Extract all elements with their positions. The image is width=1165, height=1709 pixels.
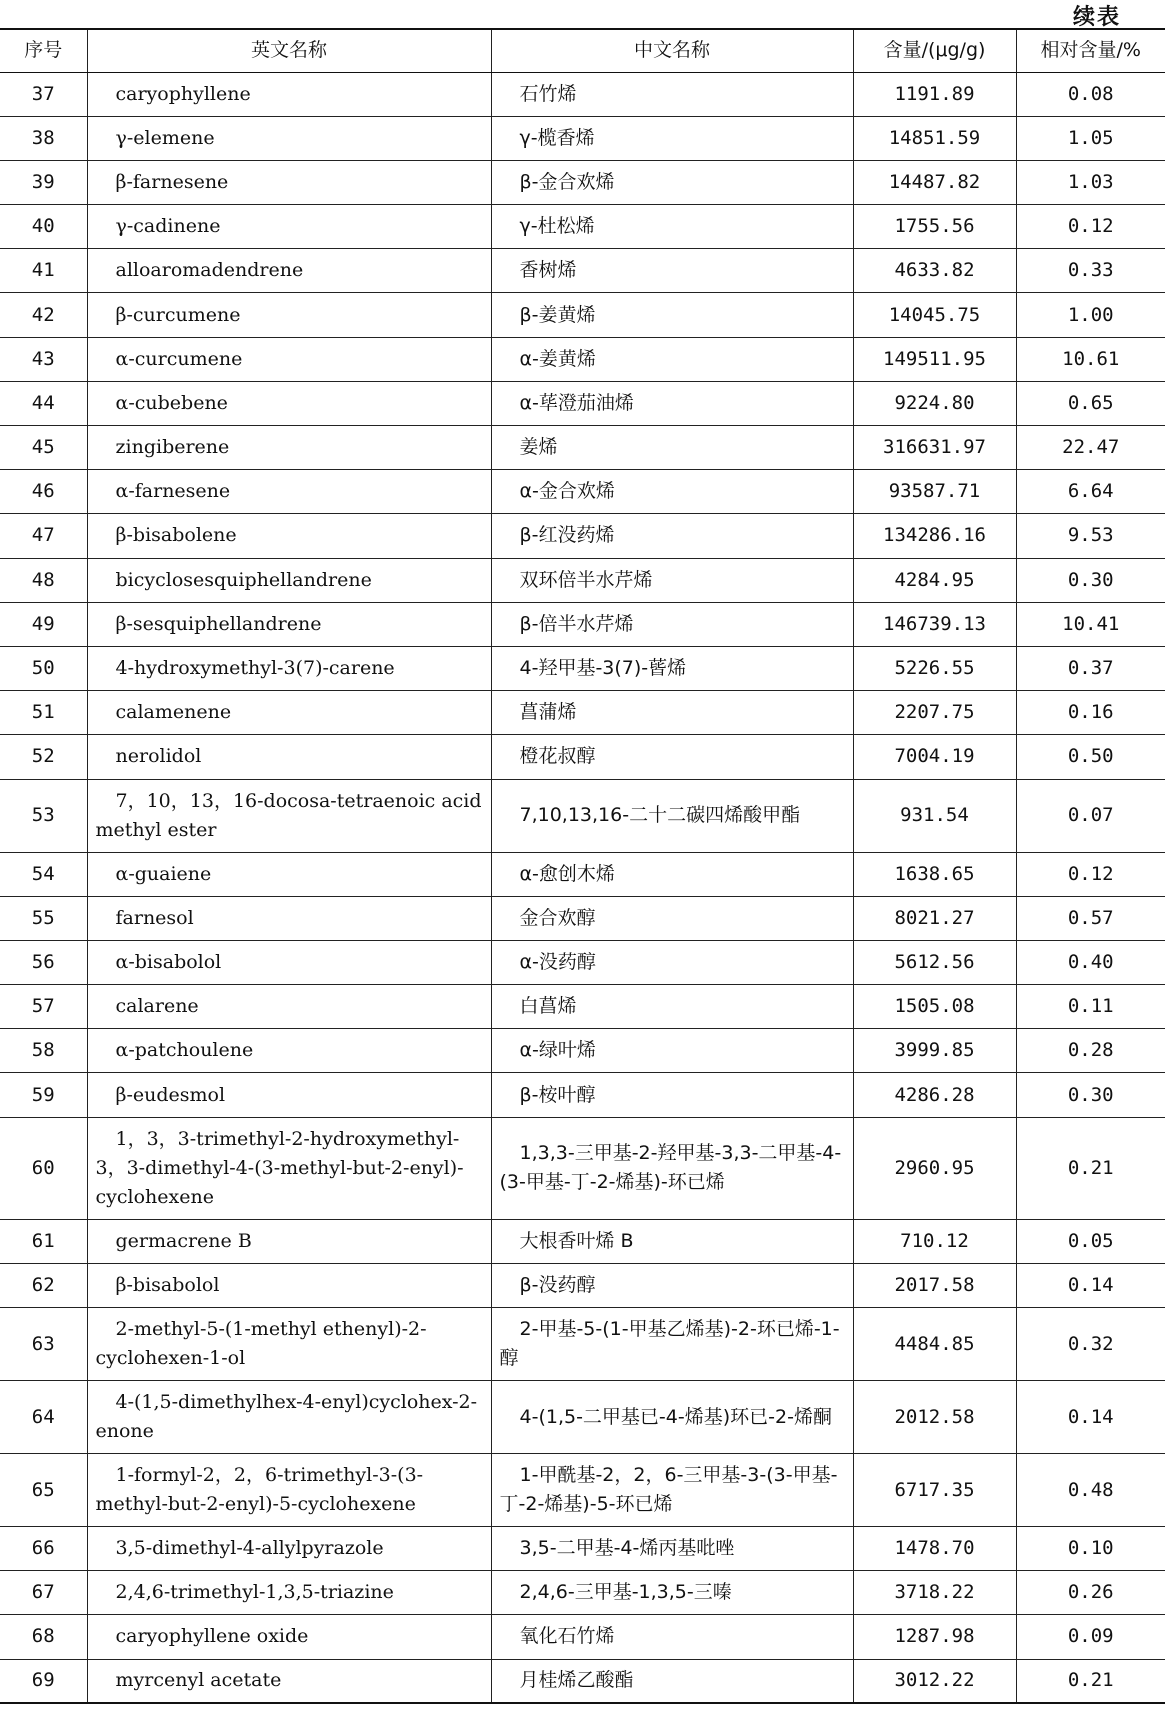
- cell-chinese-name-text: α-姜黄烯: [519, 347, 596, 370]
- cell-content: 710.12: [853, 1219, 1016, 1263]
- cell-english-name: [87, 381, 491, 425]
- cell-relative-content: 0.21: [1016, 1117, 1165, 1219]
- compound-table: [0, 28, 1165, 1704]
- cell-english-name-text: farnesol: [115, 906, 194, 929]
- cell-serial-number: 59: [0, 1073, 87, 1117]
- cell-chinese-name-text: β-红没药烯: [519, 524, 615, 547]
- cell-chinese-name-text: 2-甲基-5-(1-甲基乙烯基)-2-环已烯-1-醇: [499, 1318, 840, 1369]
- cell-content: 149511.95: [853, 337, 1016, 381]
- cell-serial-number: 44: [0, 381, 87, 425]
- cell-chinese-name: [491, 1073, 853, 1117]
- cell-content: 2017.58: [853, 1263, 1016, 1307]
- cell-chinese-name-text: 1-甲酰基-2，2，6-三甲基-3-(3-甲基-丁-2-烯基)-5-环已烯: [499, 1464, 838, 1515]
- cell-content: 8021.27: [853, 896, 1016, 940]
- cell-relative-content: 1.00: [1016, 293, 1165, 337]
- table-row: [0, 1308, 1165, 1381]
- cell-relative-content: 0.65: [1016, 381, 1165, 425]
- cell-serial-number: 69: [0, 1659, 87, 1703]
- cell-content: 14045.75: [853, 293, 1016, 337]
- cell-chinese-name-text: α-没药醇: [519, 950, 596, 973]
- table-body: [0, 72, 1165, 1703]
- table-row: [0, 293, 1165, 337]
- cell-english-name: [87, 735, 491, 779]
- cell-relative-content: 0.05: [1016, 1219, 1165, 1263]
- cell-serial-number: 68: [0, 1615, 87, 1659]
- cell-chinese-name: [491, 1219, 853, 1263]
- cell-english-name-text: 3,5-dimethyl-4-allylpyrazole: [115, 1537, 384, 1560]
- cell-english-name: [87, 1615, 491, 1659]
- cell-content: 316631.97: [853, 426, 1016, 470]
- cell-english-name: [87, 1073, 491, 1117]
- cell-english-name-text: 1-formyl-2，2，6-trimethyl-3-(3-methyl-but-2-enyl)-5-cyclohexene: [95, 1464, 424, 1515]
- cell-content: 2960.95: [853, 1117, 1016, 1219]
- cell-chinese-name: [491, 940, 853, 984]
- table-row: [0, 1117, 1165, 1219]
- cell-relative-content: 0.08: [1016, 72, 1165, 116]
- cell-chinese-name-text: α-绿叶烯: [519, 1039, 596, 1062]
- cell-chinese-name: [491, 205, 853, 249]
- cell-relative-content: 0.21: [1016, 1659, 1165, 1703]
- cell-relative-content: 10.41: [1016, 602, 1165, 646]
- cell-content: 3012.22: [853, 1659, 1016, 1703]
- cell-chinese-name-text: β-没药醇: [519, 1273, 596, 1296]
- cell-serial-number: 57: [0, 985, 87, 1029]
- cell-chinese-name: [491, 1029, 853, 1073]
- cell-chinese-name: [491, 116, 853, 160]
- cell-chinese-name: [491, 470, 853, 514]
- cell-english-name: [87, 646, 491, 690]
- cell-chinese-name-text: 4-羟甲基-3(7)-蒈烯: [519, 657, 687, 680]
- cell-chinese-name: [491, 381, 853, 425]
- cell-chinese-name: [491, 1615, 853, 1659]
- table-row: [0, 985, 1165, 1029]
- cell-relative-content: 0.12: [1016, 205, 1165, 249]
- table-row: [0, 779, 1165, 852]
- cell-chinese-name: [491, 779, 853, 852]
- cell-english-name: [87, 1381, 491, 1454]
- cell-chinese-name: [491, 1454, 853, 1527]
- cell-chinese-name: [491, 691, 853, 735]
- table-row: [0, 852, 1165, 896]
- cell-serial-number: 55: [0, 896, 87, 940]
- cell-chinese-name-text: β-姜黄烯: [519, 303, 596, 326]
- cell-chinese-name: [491, 1571, 853, 1615]
- cell-serial-number: 60: [0, 1117, 87, 1219]
- cell-serial-number: 61: [0, 1219, 87, 1263]
- cell-relative-content: 0.14: [1016, 1263, 1165, 1307]
- cell-serial-number: 42: [0, 293, 87, 337]
- cell-content: 931.54: [853, 779, 1016, 852]
- table-row: [0, 160, 1165, 204]
- cell-chinese-name: [491, 1381, 853, 1454]
- cell-relative-content: 0.16: [1016, 691, 1165, 735]
- cell-english-name-text: β-farnesene: [115, 170, 229, 193]
- table-row: [0, 1571, 1165, 1615]
- cell-english-name-text: γ-cadinene: [115, 215, 221, 238]
- cell-english-name: [87, 116, 491, 160]
- cell-chinese-name: [491, 160, 853, 204]
- cell-english-name-text: α-patchoulene: [115, 1039, 254, 1062]
- cell-english-name-text: α-curcumene: [115, 347, 243, 370]
- cell-chinese-name-text: β-桉叶醇: [519, 1083, 596, 1106]
- cell-chinese-name-text: 香树烯: [519, 259, 577, 282]
- cell-serial-number: 38: [0, 116, 87, 160]
- cell-english-name-text: α-bisabolol: [115, 950, 222, 973]
- cell-english-name: [87, 852, 491, 896]
- cell-content: 7004.19: [853, 735, 1016, 779]
- cell-chinese-name-text: γ-杜松烯: [519, 215, 595, 238]
- cell-relative-content: 0.11: [1016, 985, 1165, 1029]
- cell-content: 4484.85: [853, 1308, 1016, 1381]
- cell-serial-number: 45: [0, 426, 87, 470]
- cell-relative-content: 0.26: [1016, 1571, 1165, 1615]
- cell-relative-content: 0.09: [1016, 1615, 1165, 1659]
- table-row: [0, 646, 1165, 690]
- cell-english-name-text: β-eudesmol: [115, 1083, 226, 1106]
- cell-relative-content: 0.32: [1016, 1308, 1165, 1381]
- table-row: [0, 1073, 1165, 1117]
- cell-chinese-name: [491, 602, 853, 646]
- cell-content: 3999.85: [853, 1029, 1016, 1073]
- table-row: [0, 735, 1165, 779]
- table-row: [0, 470, 1165, 514]
- cell-english-name-text: 4-hydroxymethyl-3(7)-carene: [115, 657, 395, 680]
- cell-content: 1478.70: [853, 1527, 1016, 1571]
- cell-content: 9224.80: [853, 381, 1016, 425]
- cell-relative-content: 9.53: [1016, 514, 1165, 558]
- cell-content: 93587.71: [853, 470, 1016, 514]
- cell-chinese-name: [491, 852, 853, 896]
- cell-chinese-name-text: 2,4,6-三甲基-1,3,5-三嗪: [519, 1581, 732, 1604]
- cell-chinese-name-text: 姜烯: [519, 436, 558, 459]
- cell-english-name: [87, 779, 491, 852]
- cell-relative-content: 0.37: [1016, 646, 1165, 690]
- table-row: [0, 205, 1165, 249]
- cell-chinese-name-text: α-愈创木烯: [519, 862, 615, 885]
- cell-serial-number: 58: [0, 1029, 87, 1073]
- cell-english-name-text: α-guaiene: [115, 862, 212, 885]
- table-row: [0, 1381, 1165, 1454]
- table-row: [0, 72, 1165, 116]
- cell-english-name: [87, 1659, 491, 1703]
- cell-content: 2207.75: [853, 691, 1016, 735]
- continued-table-label: 续表: [1072, 4, 1121, 30]
- cell-relative-content: 1.05: [1016, 116, 1165, 160]
- cell-serial-number: 50: [0, 646, 87, 690]
- cell-chinese-name: [491, 646, 853, 690]
- cell-content: 3718.22: [853, 1571, 1016, 1615]
- header-chinese-name: 中文名称: [491, 29, 853, 72]
- cell-serial-number: 53: [0, 779, 87, 852]
- cell-english-name: [87, 1117, 491, 1219]
- cell-serial-number: 41: [0, 249, 87, 293]
- cell-chinese-name: [491, 426, 853, 470]
- cell-english-name: [87, 1571, 491, 1615]
- table-header-row: [0, 29, 1165, 72]
- cell-serial-number: 66: [0, 1527, 87, 1571]
- cell-content: 5226.55: [853, 646, 1016, 690]
- cell-chinese-name-text: 金合欢醇: [519, 906, 596, 929]
- table-row: [0, 1615, 1165, 1659]
- cell-chinese-name: [491, 72, 853, 116]
- table-row: [0, 940, 1165, 984]
- cell-chinese-name-text: β-金合欢烯: [519, 170, 615, 193]
- cell-english-name: [87, 985, 491, 1029]
- cell-chinese-name-text: γ-榄香烯: [519, 126, 595, 149]
- cell-relative-content: 0.30: [1016, 558, 1165, 602]
- cell-english-name-text: calarene: [115, 995, 199, 1018]
- cell-serial-number: 64: [0, 1381, 87, 1454]
- cell-english-name: [87, 940, 491, 984]
- cell-english-name-text: germacrene B: [115, 1229, 252, 1252]
- cell-serial-number: 52: [0, 735, 87, 779]
- table-row: [0, 514, 1165, 558]
- cell-english-name: [87, 249, 491, 293]
- cell-serial-number: 63: [0, 1308, 87, 1381]
- table-row: [0, 896, 1165, 940]
- cell-content: 2012.58: [853, 1381, 1016, 1454]
- cell-english-name-text: β-bisabolol: [115, 1273, 220, 1296]
- table-row: [0, 337, 1165, 381]
- cell-english-name-text: β-curcumene: [115, 303, 241, 326]
- cell-chinese-name-text: 大根香叶烯 B: [519, 1229, 634, 1252]
- cell-serial-number: 62: [0, 1263, 87, 1307]
- cell-english-name-text: 7，10，13，16-docosa-tetraenoic acid methyl ester: [95, 789, 482, 841]
- cell-english-name: [87, 426, 491, 470]
- cell-english-name-text: α-cubebene: [115, 391, 228, 414]
- cell-chinese-name: [491, 558, 853, 602]
- table-row: [0, 426, 1165, 470]
- table-row: [0, 691, 1165, 735]
- cell-relative-content: 0.57: [1016, 896, 1165, 940]
- cell-relative-content: 0.10: [1016, 1527, 1165, 1571]
- cell-relative-content: 0.30: [1016, 1073, 1165, 1117]
- cell-english-name: [87, 160, 491, 204]
- cell-serial-number: 65: [0, 1454, 87, 1527]
- cell-relative-content: 0.33: [1016, 249, 1165, 293]
- cell-content: 1505.08: [853, 985, 1016, 1029]
- cell-english-name: [87, 558, 491, 602]
- cell-english-name: [87, 1029, 491, 1073]
- cell-chinese-name: [491, 1263, 853, 1307]
- table-row: [0, 558, 1165, 602]
- cell-chinese-name: [491, 985, 853, 1029]
- cell-content: 146739.13: [853, 602, 1016, 646]
- cell-chinese-name-text: 石竹烯: [519, 82, 577, 105]
- cell-english-name-text: γ-elemene: [115, 126, 215, 149]
- cell-chinese-name: [491, 337, 853, 381]
- cell-chinese-name-text: α-金合欢烯: [519, 480, 615, 503]
- cell-english-name: [87, 1263, 491, 1307]
- cell-chinese-name: [491, 293, 853, 337]
- cell-chinese-name-text: 白菖烯: [519, 995, 577, 1018]
- header-english-name: 英文名称: [87, 29, 491, 72]
- cell-english-name-text: alloaromadendrene: [115, 259, 304, 282]
- cell-relative-content: 0.28: [1016, 1029, 1165, 1073]
- header-relative-content: 相对含量/%: [1016, 29, 1165, 72]
- cell-content: 4286.28: [853, 1073, 1016, 1117]
- cell-serial-number: 67: [0, 1571, 87, 1615]
- cell-chinese-name: [491, 1659, 853, 1703]
- table-row: [0, 602, 1165, 646]
- cell-relative-content: 10.61: [1016, 337, 1165, 381]
- cell-chinese-name-text: 3,5-二甲基-4-烯丙基吡唑: [519, 1537, 735, 1560]
- cell-relative-content: 0.07: [1016, 779, 1165, 852]
- cell-english-name-text: calamenene: [115, 701, 232, 724]
- table-row: [0, 1659, 1165, 1703]
- cell-english-name: [87, 205, 491, 249]
- cell-serial-number: 40: [0, 205, 87, 249]
- cell-content: 5612.56: [853, 940, 1016, 984]
- cell-relative-content: 6.64: [1016, 470, 1165, 514]
- cell-relative-content: 0.12: [1016, 852, 1165, 896]
- cell-serial-number: 39: [0, 160, 87, 204]
- cell-english-name: [87, 691, 491, 735]
- table-row: [0, 249, 1165, 293]
- cell-english-name-text: nerolidol: [115, 745, 202, 768]
- cell-english-name: [87, 1454, 491, 1527]
- cell-english-name: [87, 1527, 491, 1571]
- cell-content: 1638.65: [853, 852, 1016, 896]
- cell-serial-number: 56: [0, 940, 87, 984]
- cell-english-name-text: α-farnesene: [115, 480, 231, 503]
- cell-content: 4633.82: [853, 249, 1016, 293]
- cell-relative-content: 1.03: [1016, 160, 1165, 204]
- cell-english-name: [87, 337, 491, 381]
- cell-serial-number: 48: [0, 558, 87, 602]
- cell-chinese-name-text: 双环倍半水芹烯: [519, 568, 653, 591]
- cell-english-name: [87, 470, 491, 514]
- cell-chinese-name: [491, 896, 853, 940]
- table-row: [0, 1454, 1165, 1527]
- cell-english-name-text: β-sesquiphellandrene: [115, 612, 322, 635]
- cell-serial-number: 49: [0, 602, 87, 646]
- cell-relative-content: 0.48: [1016, 1454, 1165, 1527]
- cell-chinese-name: [491, 1527, 853, 1571]
- cell-english-name-text: 1，3，3-trimethyl-2-hydroxymethyl-3，3-dimethyl-4-(3-methyl-but-2-enyl)-cyclohexene: [95, 1127, 464, 1208]
- cell-english-name: [87, 72, 491, 116]
- cell-english-name-text: caryophyllene oxide: [115, 1625, 309, 1648]
- cell-english-name-text: zingiberene: [115, 436, 230, 459]
- cell-serial-number: 43: [0, 337, 87, 381]
- cell-content: 14487.82: [853, 160, 1016, 204]
- cell-chinese-name-text: 月桂烯乙酸酯: [519, 1669, 634, 1692]
- cell-english-name: [87, 514, 491, 558]
- cell-content: 134286.16: [853, 514, 1016, 558]
- table-row: [0, 116, 1165, 160]
- cell-english-name-text: 2-methyl-5-(1-methyl ethenyl)-2-cyclohexen-1-ol: [95, 1318, 427, 1369]
- cell-serial-number: 47: [0, 514, 87, 558]
- cell-english-name-text: bicyclosesquiphellandrene: [115, 568, 372, 591]
- cell-serial-number: 54: [0, 852, 87, 896]
- cell-content: 14851.59: [853, 116, 1016, 160]
- cell-serial-number: 37: [0, 72, 87, 116]
- cell-content: 6717.35: [853, 1454, 1016, 1527]
- table-row: [0, 1527, 1165, 1571]
- cell-serial-number: 51: [0, 691, 87, 735]
- cell-english-name: [87, 896, 491, 940]
- cell-chinese-name-text: β-倍半水芹烯: [519, 612, 634, 635]
- header-serial-number: 序号: [0, 29, 87, 72]
- cell-english-name: [87, 1308, 491, 1381]
- table-row: [0, 1029, 1165, 1073]
- cell-chinese-name: [491, 514, 853, 558]
- cell-english-name: [87, 602, 491, 646]
- cell-chinese-name-text: 1,3,3-三甲基-2-羟甲基-3,3-二甲基-4-(3-甲基-丁-2-烯基)-环已烯: [499, 1142, 842, 1194]
- cell-english-name: [87, 293, 491, 337]
- cell-content: 1191.89: [853, 72, 1016, 116]
- cell-serial-number: 46: [0, 470, 87, 514]
- cell-english-name-text: β-bisabolene: [115, 524, 237, 547]
- cell-content: 4284.95: [853, 558, 1016, 602]
- cell-english-name: [87, 1219, 491, 1263]
- cell-english-name-text: myrcenyl acetate: [115, 1669, 282, 1692]
- header-content: 含量/(μg/g): [853, 29, 1016, 72]
- cell-relative-content: 0.50: [1016, 735, 1165, 779]
- cell-english-name-text: 4-(1,5-dimethylhex-4-enyl)cyclohex-2-enone: [95, 1391, 478, 1442]
- cell-english-name-text: caryophyllene: [115, 82, 251, 105]
- cell-relative-content: 0.14: [1016, 1381, 1165, 1454]
- cell-chinese-name-text: 橙花叔醇: [519, 745, 596, 768]
- cell-content: 1755.56: [853, 205, 1016, 249]
- cell-chinese-name: [491, 735, 853, 779]
- table-row: [0, 1263, 1165, 1307]
- cell-english-name-text: 2,4,6-trimethyl-1,3,5-triazine: [115, 1581, 394, 1604]
- cell-relative-content: 0.40: [1016, 940, 1165, 984]
- cell-chinese-name: [491, 249, 853, 293]
- cell-chinese-name: [491, 1117, 853, 1219]
- cell-chinese-name-text: 4-(1,5-二甲基已-4-烯基)环已-2-烯酮: [519, 1405, 832, 1428]
- cell-chinese-name: [491, 1308, 853, 1381]
- table-row: [0, 381, 1165, 425]
- cell-chinese-name-text: 7,10,13,16-二十二碳四烯酸甲酯: [519, 804, 801, 826]
- cell-content: 1287.98: [853, 1615, 1016, 1659]
- cell-chinese-name-text: 菖蒲烯: [519, 701, 577, 724]
- cell-relative-content: 22.47: [1016, 426, 1165, 470]
- cell-chinese-name-text: α-荜澄茄油烯: [519, 391, 634, 414]
- table-row: [0, 1219, 1165, 1263]
- cell-chinese-name-text: 氧化石竹烯: [519, 1625, 615, 1648]
